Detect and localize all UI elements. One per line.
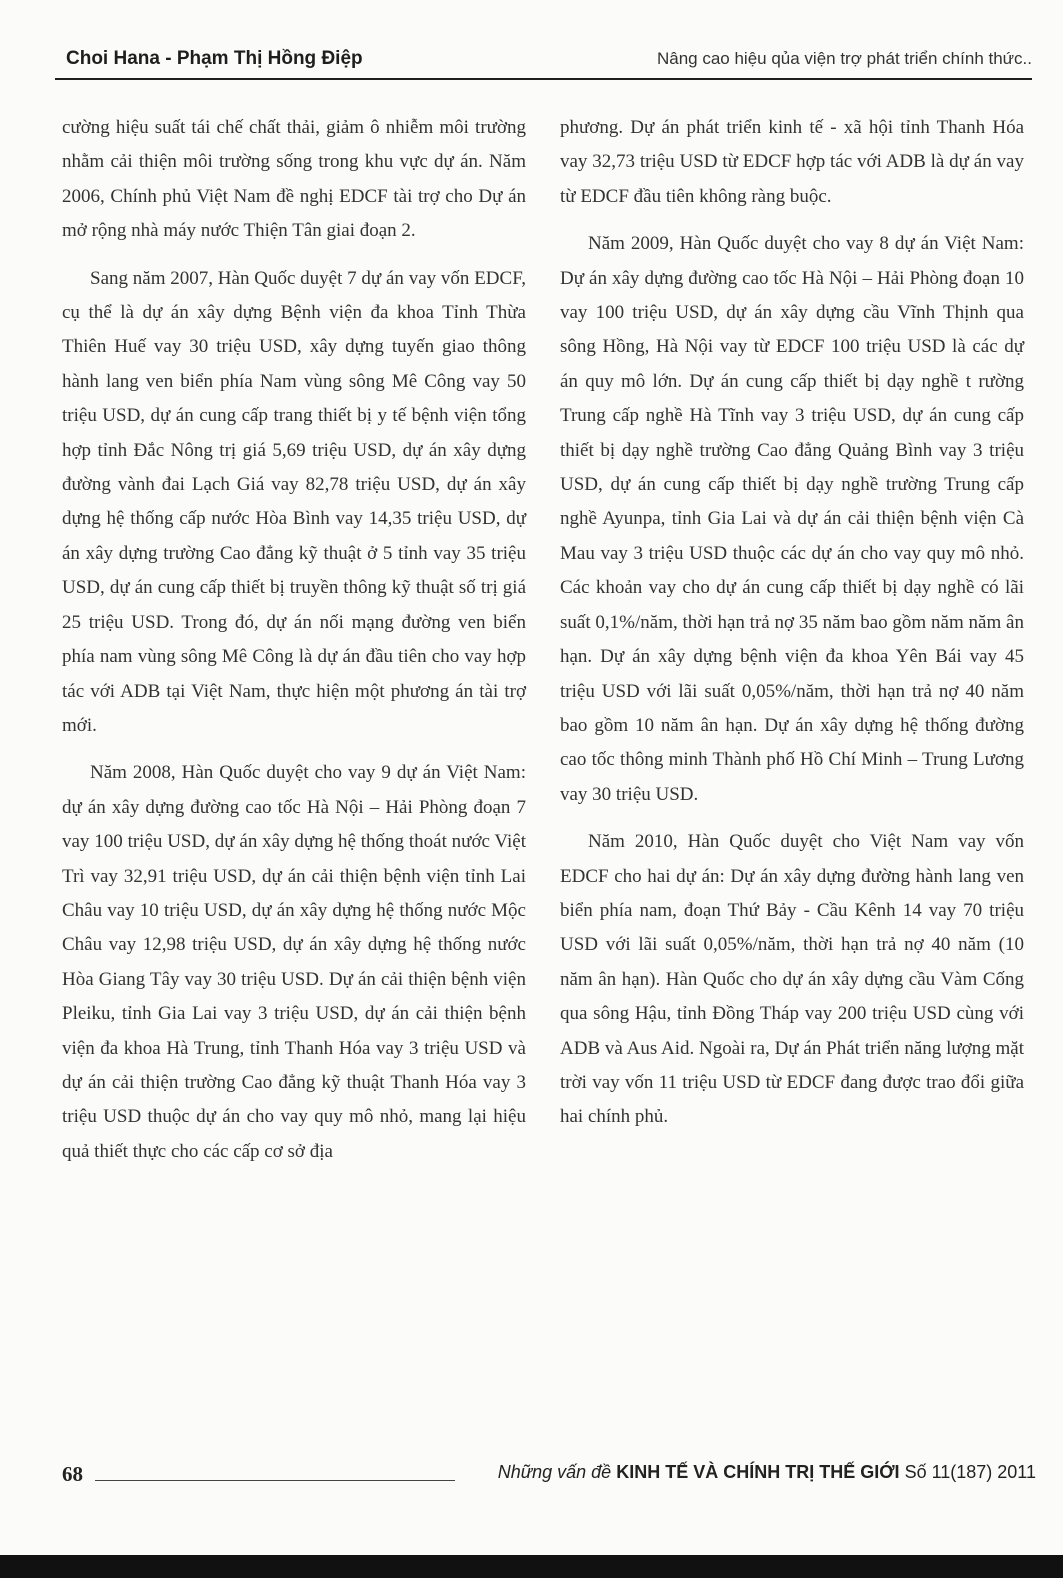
- header-rule: [55, 78, 1032, 80]
- running-head: [66, 48, 1032, 74]
- footer-rule: [95, 1480, 455, 1481]
- journal-prefix: Những vấn đề: [497, 1462, 617, 1482]
- journal-title: KINH TẾ VÀ CHÍNH TRỊ THẾ GIỚI: [616, 1462, 900, 1482]
- header-authors: Choi Hana - Phạm Thị Hồng Điệp: [66, 48, 363, 69]
- left-column: [62, 111, 526, 1182]
- paragraph: phương. Dự án phát triển kinh tế - xã hội tỉnh Thanh Hóa vay 32,73 triệu USD từ EDCF hợp tác với ADB là dự án vay từ EDCF đầu tiên không ràng buộc.: [560, 117, 1024, 207]
- header-article-title: Nâng cao hiệu qủa viện trợ phát triển chính thức..: [656, 49, 1032, 68]
- scan-edge-bar: [0, 1555, 1063, 1578]
- paragraph: Sang năm 2007, Hàn Quốc duyệt 7 dự án vay vốn EDCF, cụ thể là dự án xây dựng Bệnh viện đa khoa Tỉnh Thừa Thiên Huế vay 30 triệu USD, xây dựng tuyến giao thông hành lang ven biển phía Nam vùng sông Mê Công vay 50 triệu USD, dự án cung cấp trang thiết bị y tế bệnh viện tổng hợp tỉnh Đắc Nông trị giá 5,69 triệu USD, dự án xây dựng đường vành đai Lạch Giá vay 82,78 triệu USD, dự án xây dựng hệ thống cấp nước Hòa Bình vay 14,35 triệu USD, dự án xây dựng trường Cao đẳng kỹ thuật ở 5 tỉnh vay 35 triệu USD, dự án cung cấp thiết bị truyền thông kỹ thuật số trị giá 25 triệu USD. Trong đó, dự án nối mạng đường ven biển phía nam vùng sông Mê Công là dự án đầu tiên cho vay hợp tác với ADB tại Việt Nam, thực hiện một phương án tài trợ mới.: [62, 267, 526, 736]
- journal-name: [498, 1462, 1036, 1483]
- paragraph: Năm 2010, Hàn Quốc duyệt cho Việt Nam vay vốn EDCF cho hai dự án: Dự án xây dựng đường hành lang ven biển phía nam, đoạn Thứ Bảy - Cầu Kênh 14 vay 70 triệu USD với lãi suất 0,05%/năm, thời hạn trả nợ 40 năm (10 năm ân hạn). Hàn Quốc cho dự án xây dựng cầu Vàm Cống qua sông Hậu, tỉnh Đồng Tháp vay 200 triệu USD cùng với ADB và Aus Aid. Ngoài ra, Dự án Phát triển năng lượng mặt trời vay vốn 11 triệu USD từ EDCF đang được trao đổi giữa hai chính phủ.: [560, 831, 1024, 1128]
- page-number: 68: [62, 1462, 83, 1486]
- paragraph: Năm 2009, Hàn Quốc duyệt cho vay 8 dự án Việt Nam: Dự án xây dựng đường cao tốc Hà Nội – Hải Phòng đoạn 10 vay 100 triệu USD, dự án xây dựng cầu Vĩnh Thịnh qua sông Hồng, Hà Nội vay từ EDCF 100 triệu USD là các dự án quy mô lớn. Dự án cung cấp thiết bị dạy nghề t rường Trung cấp nghề Hà Tĩnh vay 3 triệu USD, dự án cung cấp thiết bị dạy nghề trường Cao đẳng Quảng Bình vay 3 triệu USD, dự án cung cấp thiết bị dạy nghề trường Trung cấp nghề Ayunpa, tỉnh Gia Lai và dự án cải thiện bệnh viện Cà Mau vay 3 triệu USD thuộc các dự án cho vay quy mô nhỏ. Các khoản vay cho dự án cung cấp thiết bị dạy nghề có lãi suất 0,1%/năm, thời hạn trả nợ 35 năm bao gồm năm năm ân hạn. Dự án xây dựng bệnh viện đa khoa Yên Bái vay 45 triệu USD với lãi suất 0,05%/năm, thời hạn trả nợ 40 năm bao gồm 10 năm ân hạn. Dự án xây dựng hệ thống đường cao tốc thông minh Thành phố Hồ Chí Minh – Trung Lương vay 30 triệu USD.: [560, 233, 1024, 805]
- page-footer: [62, 1460, 1036, 1500]
- journal-issue: Số 11(187) 2011: [899, 1462, 1036, 1482]
- paragraph: Năm 2008, Hàn Quốc duyệt cho vay 9 dự án Việt Nam: dự án xây dựng đường cao tốc Hà Nội – Hải Phòng đoạn 7 vay 100 triệu USD, dự án xây dựng hệ thống thoát nước Việt Trì vay 32,91 triệu USD, dự án cải thiện bệnh viện tỉnh Lai Châu vay 10 triệu USD, dự án xây dựng hệ thống nước Mộc Châu vay 12,98 triệu USD, dự án xây dựng hệ thống nước Hòa Giang Tây vay 30 triệu USD. Dự án cải thiện bệnh viện Pleiku, tỉnh Gia Lai vay 3 triệu USD, dự án cải thiện bệnh viện đa khoa Hà Trung, tỉnh Thanh Hóa vay 3 triệu USD và dự án cải thiện trường Cao đẳng kỹ thuật Thanh Hóa vay 3 triệu USD thuộc dự án cho vay quy mô nhỏ, mang lại hiệu quả thiết thực cho các cấp cơ sở địa: [62, 762, 526, 1162]
- right-column: [560, 111, 1024, 1148]
- paragraph: cường hiệu suất tái chế chất thải, giảm ô nhiễm môi trường nhằm cải thiện môi trường sống trong khu vực dự án. Năm 2006, Chính phủ Việt Nam đề nghị EDCF tài trợ cho Dự án mở rộng nhà máy nước Thiện Tân giai đoạn 2.: [62, 117, 526, 242]
